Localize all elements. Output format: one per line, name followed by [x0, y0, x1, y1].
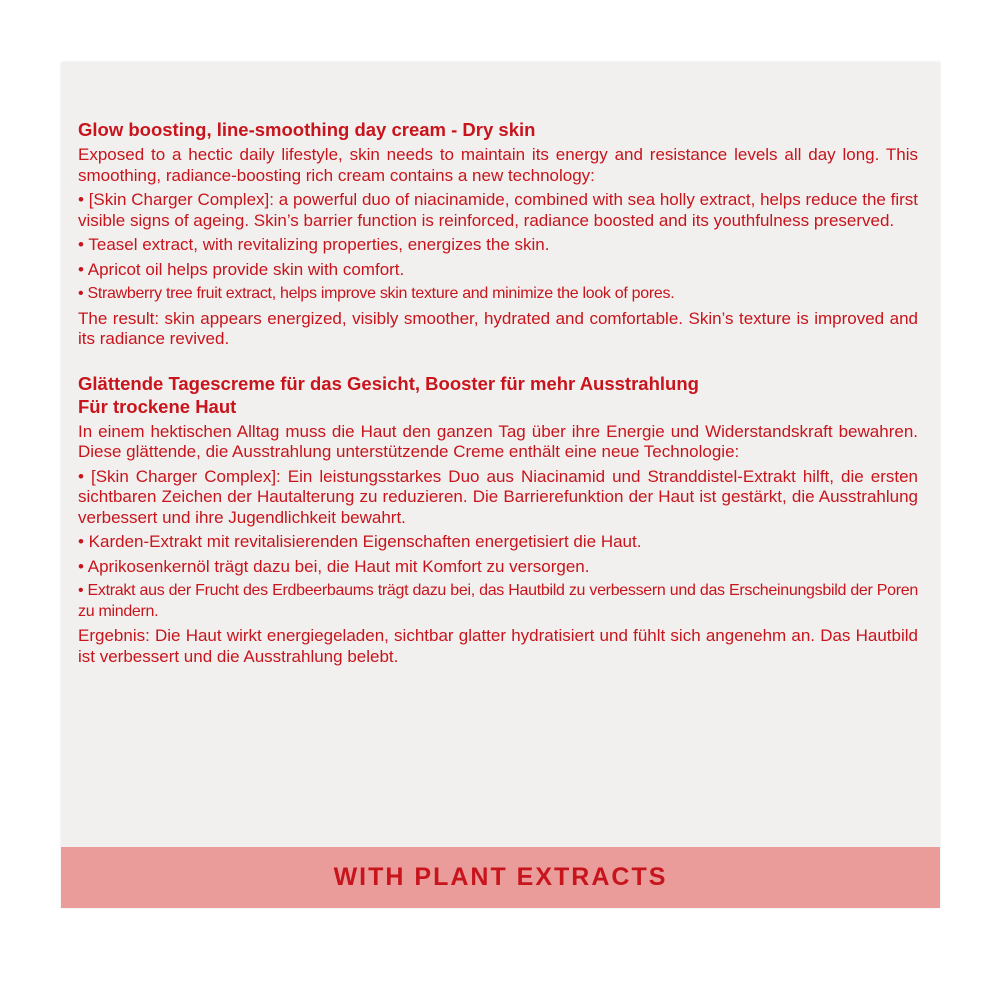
german-bullet-skin-charger: • [Skin Charger Complex]: Ein leistungsstarkes Duo aus Niacinamid und Stranddistel-Extrakt hilft, die ersten sichtbaren Zeichen der Hautalterung zu reduzieren. Die Barrierefunktion der Haut ist gestärkt, die Ausstrahlung verbessert und ihre Jugendlichkeit bewahrt. — [78, 466, 918, 527]
german-bullet-aprikosen: • Aprikosenkernöl trägt dazu bei, die Haut mit Komfort zu versorgen. — [78, 556, 590, 576]
german-section — [78, 372, 918, 668]
english-bullet-strawberry: • Strawberry tree fruit extract, helps improve skin texture and minimize the look of pores. — [78, 285, 675, 302]
german-intro: In einem hektischen Alltag muss die Haut den ganzen Tag über ihre Energie und Widerstandskraft bewahren. Diese glättende, die Ausstrahlung unterstützende Creme enthält eine neue Technologie: — [78, 421, 918, 461]
label-content — [78, 118, 918, 667]
german-title-line1: Glättende Tagescreme für das Gesicht, Booster für mehr Ausstrahlung — [78, 372, 699, 394]
plant-extracts-band — [61, 847, 940, 908]
english-bullet-teasel: • Teasel extract, with revitalizing properties, energizes the skin. — [78, 235, 550, 254]
german-bullet-karden: • Karden-Extrakt mit revitalisierenden Eigenschaften energetisiert die Haut. — [78, 532, 642, 551]
english-section — [78, 118, 918, 350]
german-title-line2: Für trockene Haut — [78, 395, 237, 417]
english-title: Glow boosting, line-smoothing day cream - Dry skin — [78, 119, 536, 140]
product-label-panel — [61, 62, 940, 908]
english-result: The result: skin appears energized, visibly smoother, hydrated and comfortable. Skin’s texture is improved and its radiance revived. — [78, 308, 918, 348]
german-result: Ergebnis: Die Haut wirkt energiegeladen, sichtbar glatter hydratisiert und fühlt sich angenehm an. Das Hautbild ist verbessert und die Ausstrahlung belebt. — [78, 626, 918, 666]
plant-extracts-text: WITH PLANT EXTRACTS — [333, 863, 668, 891]
english-intro: Exposed to a hectic daily lifestyle, skin needs to maintain its energy and resistance levels all day long. This smoothing, radiance-boosting rich cream contains a new technology: — [78, 145, 918, 185]
english-bullet-skin-charger: • [Skin Charger Complex]: a powerful duo of niacinamide, combined with sea holly extract, helps reduce the first visible signs of ageing. Skin’s barrier function is reinforced, radiance boosted and its youthfulness preserved. — [78, 190, 918, 230]
german-bullet-erdbeerbaum: • Extrakt aus der Frucht des Erdbeerbaums trägt dazu bei, das Hautbild zu verbessern und das Erscheinungsbild der Poren zu mindern. — [78, 582, 918, 620]
english-bullet-apricot: • Apricot oil helps provide skin with comfort. — [78, 259, 405, 279]
